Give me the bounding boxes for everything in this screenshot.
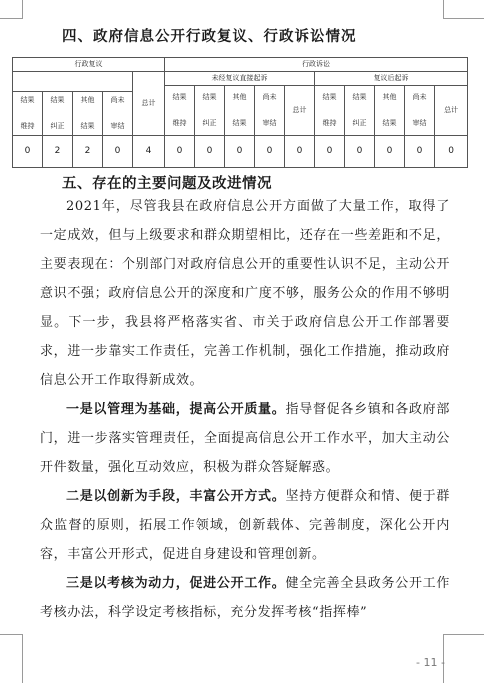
crop-mark	[22, 634, 23, 683]
table-cell: 0	[315, 136, 345, 168]
table-cell: 0	[13, 136, 43, 168]
header-other: 其他 结果	[225, 86, 255, 136]
table-cell: 0	[375, 136, 405, 168]
header-corrected: 结果 纠正	[195, 86, 225, 136]
paragraph-innovation: 二是以创新为手段，丰富公开方式。坚持方便群众和情、便于群众监督的原则，拓展工作领域，创新载体、完善制度，深化公开内容，丰富公开形式，促进自身建设和管理创新。	[40, 489, 450, 562]
table-cell: 0	[165, 136, 195, 168]
table-cell: 0	[345, 136, 375, 168]
crop-mark	[443, 634, 484, 635]
header-pending: 尚未 审结	[103, 92, 133, 136]
header-maintain: 结果 维持	[165, 86, 195, 136]
header-maintain: 结果 维持	[13, 92, 43, 136]
paragraph-overview: 2021年，尽管我县在政府信息公开方面做了大量工作，取得了一定成效，但与上级要求和群众期望相比，还存在一些差距和不足，主要表现在：个别部门对政府信息公开的重要性认识不足，主动公开意识不强；政府信息公开的深度和广度不够，服务公众的作用不够明显。下一步，我县将严格落实省、市关于政府信息公开工作部署要求，进一步靠实工作责任，完善工作机制，强化工作措施，推动政府信息公开工作取得新成效。	[40, 199, 450, 388]
header-admin-litigation: 行政诉讼	[165, 58, 468, 72]
section-5-heading: 五、存在的主要问题及改进情况	[62, 176, 272, 192]
header-pending: 尚未 审结	[255, 86, 285, 136]
paragraph-management: 一是以管理为基础，提高公开质量。指导督促各乡镇和各政府部门，进一步落实管理责任，全面提高信息公开工作水平，加大主动公开件数量，强化互动效应，积极为群众答疑解惑。	[40, 402, 450, 475]
crop-mark	[443, 18, 484, 19]
table-cell: 0	[255, 136, 285, 168]
table-cell: 0	[225, 136, 255, 168]
review-subheader-blank	[13, 72, 133, 92]
header-corrected: 结果 纠正	[345, 86, 375, 136]
table-cell: 4	[133, 136, 165, 168]
paragraph-lead: 一是以管理为基础，提高公开质量。	[66, 402, 286, 417]
header-total: 总计	[435, 86, 468, 136]
table-cell: 0	[405, 136, 435, 168]
header-maintain: 结果 维持	[315, 86, 345, 136]
table-cell: 0	[435, 136, 468, 168]
crop-mark	[0, 634, 23, 635]
table-cell: 2	[73, 136, 103, 168]
table-cell: 0	[285, 136, 315, 168]
table-cell: 0	[103, 136, 133, 168]
review-litigation-table	[12, 57, 468, 168]
header-other: 其他 结果	[375, 86, 405, 136]
header-corrected: 结果 纠正	[43, 92, 73, 136]
crop-mark	[22, 0, 23, 18]
page-number: - 11 -	[416, 656, 445, 669]
header-total: 总计	[285, 86, 315, 136]
header-review-total: 总计	[133, 72, 165, 136]
header-pending: 尚未 审结	[405, 86, 435, 136]
crop-mark	[0, 18, 23, 19]
table-cell: 0	[195, 136, 225, 168]
section-4-heading: 四、政府信息公开行政复议、行政诉讼情况	[62, 29, 357, 45]
paragraph-assessment: 三是以考核为动力，促进公开工作。健全完善全县政务公开工作考核办法，科学设定考核指标，充分发挥考核“指挥棒”	[40, 576, 450, 620]
section-5-body	[40, 192, 450, 627]
header-other: 其他 结果	[73, 92, 103, 136]
paragraph-lead: 二是以创新为手段，丰富公开方式。	[66, 489, 286, 504]
table-cell: 2	[43, 136, 73, 168]
header-not-reviewed: 未经复议直接起诉	[165, 72, 315, 86]
crop-mark	[443, 0, 444, 18]
paragraph-lead: 三是以考核为动力，促进公开工作。	[66, 576, 286, 591]
header-after-review: 复议后起诉	[315, 72, 468, 86]
header-admin-review: 行政复议	[13, 58, 165, 72]
